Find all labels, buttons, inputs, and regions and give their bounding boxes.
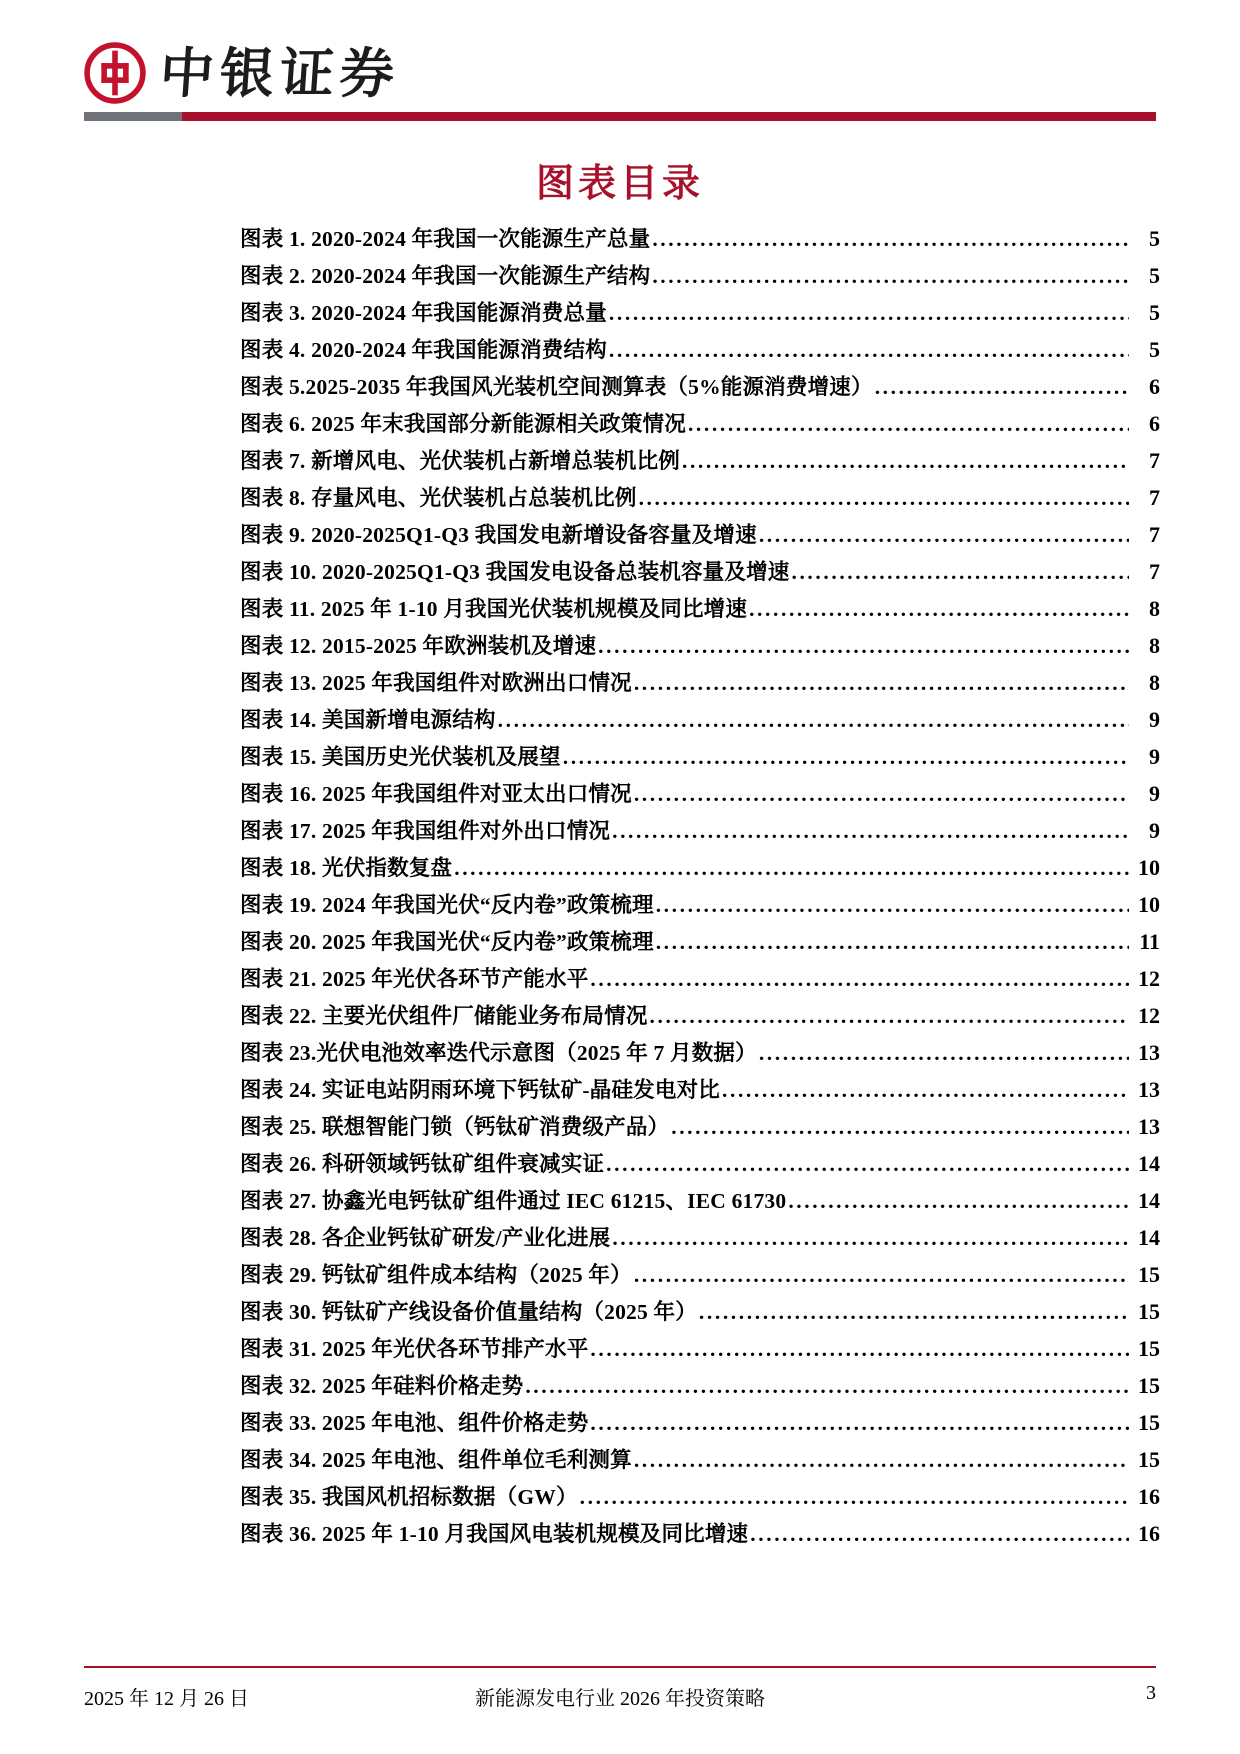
toc-entry-label: 图表 24. 实证电站阴雨环境下钙钛矿-晶硅发电对比: [240, 1078, 720, 1102]
toc-leader-dots: [749, 599, 1129, 621]
toc-entry-label: 图表 25. 联想智能门锁（钙钛矿消费级产品）: [240, 1115, 670, 1139]
toc-entry[interactable]: [240, 740, 1160, 777]
toc-entry-page-number: 14: [1138, 1188, 1160, 1213]
toc-entry-page-number: 15: [1138, 1336, 1160, 1361]
toc-entry-page-number: 12: [1138, 1003, 1160, 1028]
toc-entry-label: 图表 8. 存量风电、光伏装机占总装机比例: [240, 486, 637, 510]
toc-entry[interactable]: [240, 777, 1160, 814]
toc-entry-label: 图表 13. 2025 年我国组件对欧洲出口情况: [240, 671, 632, 695]
footer-date: 2025 年 12 月 26 日: [84, 1688, 249, 1710]
toc-entry-page-number: 14: [1138, 1225, 1160, 1250]
toc-entry-label: 图表 9. 2020-2025Q1-Q3 我国发电新增设备容量及增速: [240, 523, 757, 547]
toc-entry-page-number: 15: [1138, 1373, 1160, 1398]
toc-entry[interactable]: [240, 888, 1160, 925]
toc-entry-label: 图表 2. 2020-2024 年我国一次能源生产结构: [240, 264, 651, 288]
toc-entry-label: 图表 10. 2020-2025Q1-Q3 我国发电设备总装机容量及增速: [240, 560, 790, 584]
toc-entry-page-number: 15: [1138, 1447, 1160, 1472]
toc-entry[interactable]: [240, 1036, 1160, 1073]
footer-doc-title: 新能源发电行业 2026 年投资策略: [475, 1688, 765, 1710]
header-divider-red: [182, 112, 1156, 121]
toc-leader-dots: [590, 1339, 1129, 1361]
toc-leader-dots: [580, 1487, 1129, 1509]
toc-entry[interactable]: [240, 1295, 1160, 1332]
toc-leader-dots: [612, 1228, 1129, 1250]
toc-entry[interactable]: [240, 1221, 1160, 1258]
toc-entry-page-number: 9: [1149, 744, 1160, 769]
toc-leader-dots: [525, 1376, 1129, 1398]
toc-entry-label: 图表 27. 协鑫光电钙钛矿组件通过 IEC 61215、IEC 61730: [240, 1189, 787, 1213]
toc-entry[interactable]: [240, 1184, 1160, 1221]
toc-entry[interactable]: [240, 1147, 1160, 1184]
brand-logo: [84, 34, 1156, 112]
toc-entry-page-number: 8: [1149, 670, 1160, 695]
toc-entry-label: 图表 1. 2020-2024 年我国一次能源生产总量: [240, 227, 651, 251]
toc-entry[interactable]: [240, 259, 1160, 296]
toc-leader-dots: [788, 1191, 1129, 1213]
toc-entry-page-number: 7: [1149, 448, 1160, 473]
toc-entry[interactable]: [240, 296, 1160, 333]
toc-leader-dots: [699, 1302, 1129, 1324]
toc-entry[interactable]: [240, 1110, 1160, 1147]
toc-entry-page-number: 9: [1149, 818, 1160, 843]
boc-circle-logo-icon: [84, 42, 146, 104]
toc-entry-page-number: 7: [1149, 485, 1160, 510]
toc-entry-page-number: 8: [1149, 633, 1160, 658]
toc-entry-page-number: 15: [1138, 1262, 1160, 1287]
toc-entry-label: 图表 15. 美国历史光伏装机及展望: [240, 745, 561, 769]
toc-leader-dots: [652, 229, 1129, 251]
toc-entry-label: 图表 11. 2025 年 1-10 月我国光伏装机规模及同比增速: [240, 597, 748, 621]
toc-entry[interactable]: [240, 370, 1160, 407]
toc-entry-page-number: 13: [1138, 1114, 1160, 1139]
toc-leader-dots: [634, 784, 1129, 806]
toc-entry-label: 图表 28. 各企业钙钛矿研发/产业化进展: [240, 1226, 611, 1250]
toc-leader-dots: [454, 858, 1129, 880]
toc-entry[interactable]: [240, 999, 1160, 1036]
toc-leader-dots: [612, 821, 1129, 843]
toc-entry-page-number: 5: [1149, 300, 1160, 325]
toc-entry-page-number: 5: [1149, 263, 1160, 288]
toc-entry-label: 图表 12. 2015-2025 年欧洲装机及增速: [240, 634, 597, 658]
toc-entry[interactable]: [240, 629, 1160, 666]
toc-entry-label: 图表 33. 2025 年电池、组件价格走势: [240, 1411, 589, 1435]
header-divider: [84, 112, 1156, 121]
toc-entry-label: 图表 23.光伏电池效率迭代示意图（2025 年 7 月数据）: [240, 1041, 757, 1065]
toc-entry[interactable]: [240, 1406, 1160, 1443]
toc-entry-label: 图表 26. 科研领域钙钛矿组件衰减实证: [240, 1152, 605, 1176]
toc-entry[interactable]: [240, 666, 1160, 703]
page-title: 图表目录: [535, 160, 704, 205]
toc-entry-label: 图表 31. 2025 年光伏各环节排产水平: [240, 1337, 589, 1361]
footer-divider: [84, 1666, 1156, 1668]
toc-entry-page-number: 12: [1138, 966, 1160, 991]
brand-name: 中银证券: [157, 41, 403, 105]
toc-entry-page-number: 15: [1138, 1299, 1160, 1324]
toc-entry-page-number: 16: [1138, 1484, 1160, 1509]
toc-entry-page-number: 7: [1149, 522, 1160, 547]
toc-entry[interactable]: [240, 592, 1160, 629]
toc-entry[interactable]: [240, 222, 1160, 259]
toc-entry[interactable]: [240, 1480, 1160, 1517]
footer-page-number: 3: [1146, 1682, 1156, 1704]
toc-entry-label: 图表 22. 主要光伏组件厂储能业务布局情况: [240, 1004, 648, 1028]
toc-entry-label: 图表 18. 光伏指数复盘: [240, 856, 453, 880]
toc-entry[interactable]: [240, 1369, 1160, 1406]
toc-leader-dots: [656, 932, 1129, 954]
toc-entry-page-number: 11: [1139, 929, 1160, 954]
page-footer: [84, 1676, 1156, 1716]
toc-entry-page-number: 13: [1138, 1077, 1160, 1102]
toc-entry[interactable]: [240, 851, 1160, 888]
toc-leader-dots: [609, 303, 1129, 325]
toc-entry-label: 图表 35. 我国风机招标数据（GW）: [240, 1485, 578, 1509]
toc-entry-page-number: 8: [1149, 596, 1160, 621]
toc-entry-label: 图表 5.2025-2035 年我国风光装机空间测算表（5%能源消费增速）: [240, 375, 873, 399]
toc-leader-dots: [590, 969, 1129, 991]
toc-entry[interactable]: [240, 555, 1160, 592]
toc-entry-page-number: 16: [1138, 1521, 1160, 1546]
toc-leader-dots: [634, 673, 1129, 695]
toc-leader-dots: [590, 1413, 1129, 1435]
toc-leader-dots: [875, 377, 1129, 399]
toc-entry[interactable]: [240, 1258, 1160, 1295]
toc-entry[interactable]: [240, 1517, 1160, 1554]
toc-entry-page-number: 10: [1138, 855, 1160, 880]
toc-leader-dots: [791, 562, 1129, 584]
toc-entry-label: 图表 6. 2025 年末我国部分新能源相关政策情况: [240, 412, 686, 436]
toc-entry-label: 图表 21. 2025 年光伏各环节产能水平: [240, 967, 589, 991]
toc-entry-page-number: 14: [1138, 1151, 1160, 1176]
toc-leader-dots: [634, 1265, 1129, 1287]
toc-entry[interactable]: [240, 925, 1160, 962]
toc-entry-label: 图表 19. 2024 年我国光伏“反内卷”政策梳理: [240, 893, 654, 917]
toc-entry[interactable]: [240, 407, 1160, 444]
toc-entry[interactable]: [240, 444, 1160, 481]
toc-leader-dots: [688, 414, 1129, 436]
toc-entry-page-number: 6: [1149, 411, 1160, 436]
toc-entry[interactable]: [240, 814, 1160, 851]
toc-leader-dots: [634, 1450, 1129, 1472]
toc-entry-page-number: 13: [1138, 1040, 1160, 1065]
toc-leader-dots: [759, 1043, 1129, 1065]
toc-leader-dots: [656, 895, 1129, 917]
toc-entry[interactable]: [240, 1332, 1160, 1369]
toc-leader-dots: [598, 636, 1129, 658]
toc-entry[interactable]: [240, 1443, 1160, 1480]
toc-leader-dots: [650, 1006, 1129, 1028]
toc-entry[interactable]: [240, 1073, 1160, 1110]
toc-entry-page-number: 5: [1149, 226, 1160, 251]
toc-leader-dots: [606, 1154, 1129, 1176]
header-divider-gray: [84, 112, 182, 121]
toc-entry-label: 图表 4. 2020-2024 年我国能源消费结构: [240, 338, 607, 362]
toc-entry[interactable]: [240, 518, 1160, 555]
toc-leader-dots: [639, 488, 1129, 510]
toc-list: [240, 222, 1160, 1554]
toc-entry-label: 图表 14. 美国新增电源结构: [240, 708, 496, 732]
toc-leader-dots: [498, 710, 1129, 732]
toc-entry[interactable]: [240, 962, 1160, 999]
toc-entry[interactable]: [240, 481, 1160, 518]
toc-entry-page-number: 5: [1149, 337, 1160, 362]
toc-entry-page-number: 15: [1138, 1410, 1160, 1435]
toc-entry-label: 图表 34. 2025 年电池、组件单位毛利测算: [240, 1448, 632, 1472]
toc-entry-page-number: 6: [1149, 374, 1160, 399]
toc-entry-label: 图表 29. 钙钛矿组件成本结构（2025 年）: [240, 1263, 632, 1287]
toc-leader-dots: [750, 1524, 1129, 1546]
toc-leader-dots: [652, 266, 1129, 288]
toc-entry-label: 图表 3. 2020-2024 年我国能源消费总量: [240, 301, 607, 325]
toc-entry-label: 图表 7. 新增风电、光伏装机占新增总装机比例: [240, 449, 680, 473]
toc-entry[interactable]: [240, 703, 1160, 740]
toc-entry-page-number: 9: [1149, 707, 1160, 732]
toc-entry[interactable]: [240, 333, 1160, 370]
toc-leader-dots: [759, 525, 1129, 547]
toc-entry-label: 图表 36. 2025 年 1-10 月我国风电装机规模及同比增速: [240, 1522, 749, 1546]
toc-entry-page-number: 7: [1149, 559, 1160, 584]
toc-entry-page-number: 10: [1138, 892, 1160, 917]
toc-entry-label: 图表 20. 2025 年我国光伏“反内卷”政策梳理: [240, 930, 654, 954]
toc-entry-label: 图表 17. 2025 年我国组件对外出口情况: [240, 819, 611, 843]
toc-leader-dots: [563, 747, 1129, 769]
toc-entry-label: 图表 30. 钙钛矿产线设备价值量结构（2025 年）: [240, 1300, 697, 1324]
toc-leader-dots: [609, 340, 1129, 362]
toc-leader-dots: [682, 451, 1129, 473]
toc-entry-label: 图表 16. 2025 年我国组件对亚太出口情况: [240, 782, 632, 806]
toc-entry-label: 图表 32. 2025 年硅料价格走势: [240, 1374, 524, 1398]
toc-entry-page-number: 9: [1149, 781, 1160, 806]
toc-leader-dots: [671, 1117, 1129, 1139]
toc-leader-dots: [722, 1080, 1129, 1102]
